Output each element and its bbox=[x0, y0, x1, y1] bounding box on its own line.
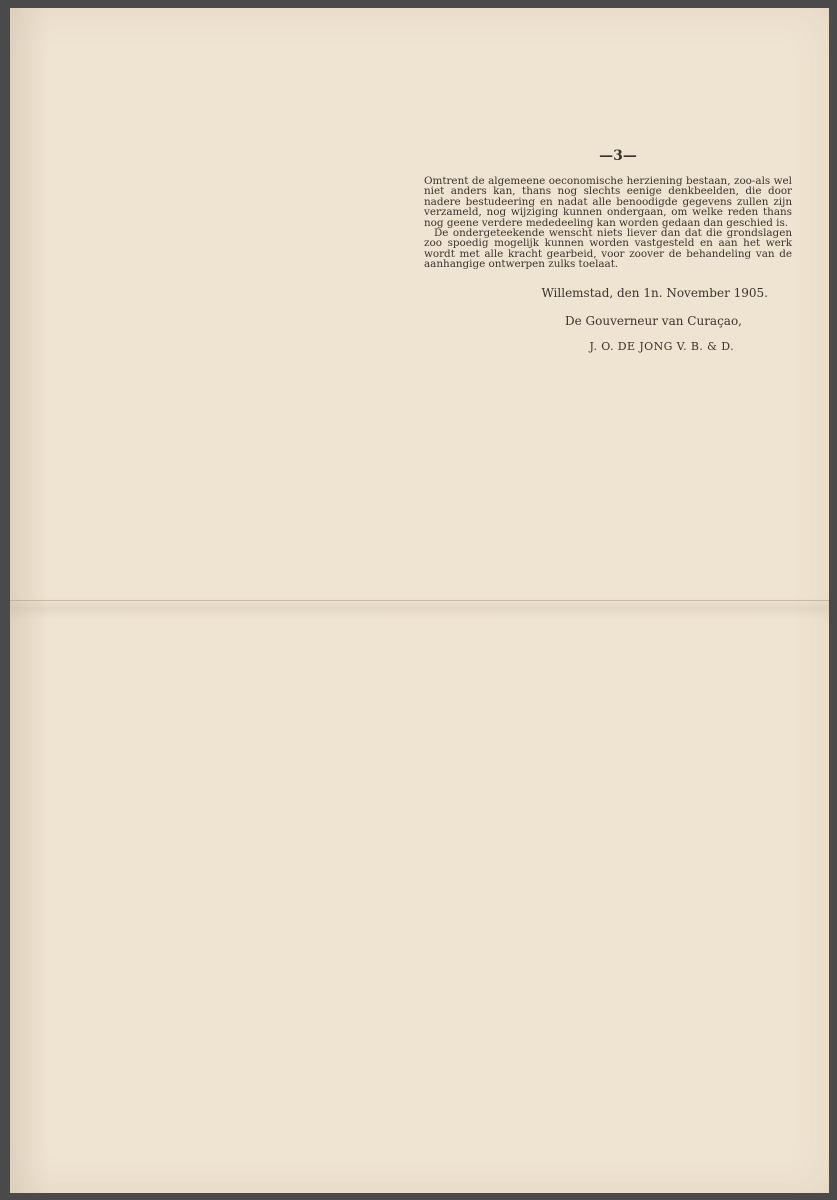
page-number: —3— bbox=[599, 148, 637, 164]
paragraph-1: Omtrent de algemeene oeconomische herziening bestaan, zoo-als wel niet anders kan, thans nog slechts eenige denkbeelden, die door nadere bestudeering en nadat alle benoodigde gegevens zullen zijn verzameld, nog wijziging kunnen ondergaan, om welke reden thans nog geene verdere mededeeling kan worden gedaan dan geschied is. bbox=[424, 175, 792, 229]
signature-title: De Gouverneur van Curaçao, bbox=[565, 313, 742, 328]
paragraph-2: De ondergeteekende wenscht niets liever dan dat die grondslagen zoo spoedig mogelijk kunnen worden vastgesteld en aan het werk wordt met alle kracht gearbeid, voor zoover de behandeling van de aanhangige ontwerpen zulks toelaat. bbox=[424, 227, 792, 271]
place-date: Willemstad, den 1n. November 1905. bbox=[541, 285, 768, 300]
signature-name: J. O. DE JONG V. B. & D. bbox=[589, 339, 734, 353]
paper-fold-line bbox=[10, 600, 829, 601]
document-page bbox=[10, 8, 829, 1193]
text-block bbox=[424, 148, 792, 353]
